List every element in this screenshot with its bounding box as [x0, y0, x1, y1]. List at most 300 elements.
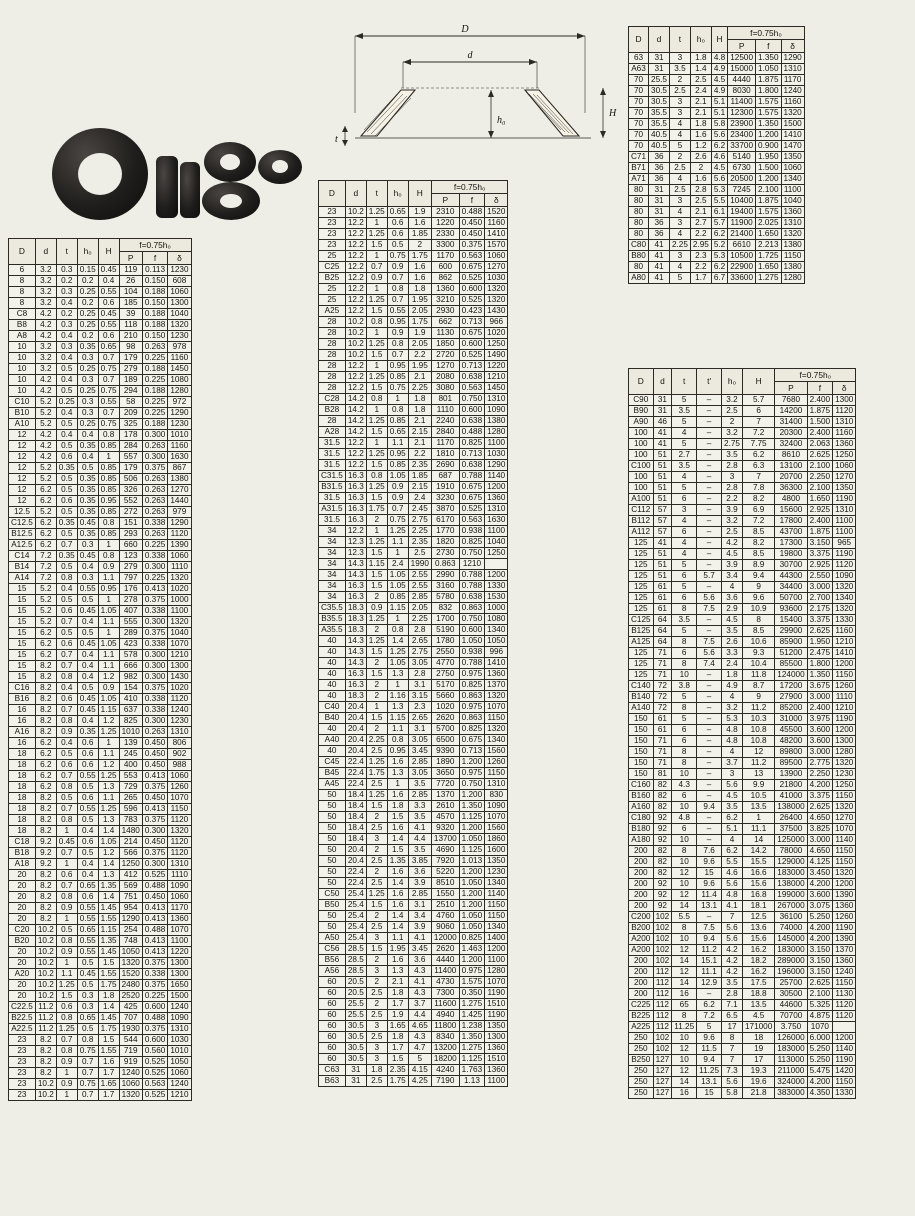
th-h0: h₀: [77, 239, 98, 265]
table-cell: 1390: [833, 934, 856, 945]
table-cell: 0.95: [387, 449, 408, 460]
table-cell: 0.35: [77, 507, 98, 518]
table-cell: 1.200: [459, 790, 485, 801]
table-cell: 4.5: [711, 75, 727, 86]
table-cell: 0.563: [459, 251, 485, 262]
table-cell: 0.55: [77, 804, 98, 815]
table-cell: 12.2: [345, 218, 366, 229]
table-cell: –: [697, 758, 722, 769]
table-cell: 0.8: [366, 394, 387, 405]
table-cell: 9.6: [697, 1033, 722, 1044]
table-cell: 2: [408, 240, 431, 251]
table-cell: 289000: [775, 956, 807, 967]
table-cell: 2.5: [669, 163, 690, 174]
table-cell: 3.4: [722, 571, 743, 582]
table-cell: 20: [9, 870, 36, 881]
table-cell: 0.788: [459, 581, 485, 592]
table-cell: 8.2: [35, 914, 56, 925]
table-cell: 0.7: [56, 617, 77, 628]
table-cell: 2.95: [690, 240, 711, 251]
table-row: [319, 240, 508, 251]
table-cell: 7.2: [742, 516, 774, 527]
table-cell: 1.6: [387, 867, 408, 878]
table-cell: 3.2: [722, 428, 743, 439]
table-cell: –: [697, 824, 722, 835]
table-cell: 1.13: [459, 1076, 485, 1087]
table-row: [629, 64, 805, 75]
table-row: [629, 472, 856, 483]
table-cell: 1260: [168, 782, 191, 793]
table-cell: 1.55: [98, 1046, 119, 1057]
table-cell: 20.4: [345, 702, 366, 713]
table-cell: 1470: [781, 141, 804, 152]
table-cell: 1280: [485, 427, 508, 438]
table-cell: 138000: [775, 802, 807, 813]
table-cell: 11.25: [672, 1022, 697, 1033]
table-row: [319, 383, 508, 394]
table-row: [9, 683, 192, 694]
table-cell: 5.5: [711, 196, 727, 207]
table-cell: 1450: [168, 364, 191, 375]
table-cell: 0.638: [459, 372, 485, 383]
table-cell: 20: [9, 881, 36, 892]
table-cell: 102: [653, 956, 672, 967]
table-cell: 0.55: [77, 936, 98, 947]
table-cell: 324000: [775, 1077, 807, 1088]
table-cell: 0.85: [387, 416, 408, 427]
table-cell: 1.5: [387, 845, 408, 856]
th-D: D: [629, 369, 654, 395]
table-row: [629, 549, 856, 560]
table-cell: 15.6: [742, 879, 774, 890]
table-cell: 18: [9, 760, 36, 771]
table-cell: 22.4: [345, 757, 366, 768]
table-cell: 1160: [781, 97, 804, 108]
table-cell: 5: [669, 141, 690, 152]
table-cell: 8.2: [35, 903, 56, 914]
table-cell: –: [697, 527, 722, 538]
table-cell: 4: [672, 472, 697, 483]
table-cell: B35.5: [319, 614, 346, 625]
table-cell: 0.5: [77, 683, 98, 694]
table-cell: 1.800: [807, 659, 833, 670]
table-cell: 8.2: [742, 494, 774, 505]
table-cell: 0.750: [459, 548, 485, 559]
table-row: [9, 452, 192, 463]
table-cell: 1.85: [408, 471, 431, 482]
table-cell: 0.85: [387, 592, 408, 603]
table-row: [629, 163, 805, 174]
table-cell: 1.4: [387, 878, 408, 889]
table-cell: 4800: [775, 494, 807, 505]
table-row: [319, 339, 508, 350]
table-cell: 1.200: [756, 174, 782, 185]
table-cell: 19: [742, 1044, 774, 1055]
table-cell: 0.3: [77, 1002, 98, 1013]
table-cell: 5.2: [35, 397, 56, 408]
table-cell: 0.675: [459, 328, 485, 339]
table-cell: 0.55: [387, 306, 408, 317]
table-cell: 15600: [775, 505, 807, 516]
table-cell: 51: [653, 483, 672, 494]
table-cell: 4: [722, 747, 743, 758]
table-cell: 2.213: [756, 240, 782, 251]
table-cell: 3.5: [722, 978, 743, 989]
table-cell: 1.5: [98, 1035, 119, 1046]
table-cell: 0.6: [56, 694, 77, 705]
table-cell: B16: [9, 694, 36, 705]
table-cell: 10.2: [345, 207, 366, 218]
table-cell: 10: [672, 769, 697, 780]
table-cell: 0.188: [142, 419, 168, 430]
table-cell: 1.8: [387, 1032, 408, 1043]
table-cell: 14: [672, 978, 697, 989]
table-cell: 8.2: [35, 1057, 56, 1068]
table-cell: –: [697, 626, 722, 637]
table-cell: 0.6: [56, 452, 77, 463]
table-cell: 6: [742, 406, 774, 417]
table-cell: 801: [431, 394, 459, 405]
table-cell: 6730: [728, 163, 756, 174]
table-cell: 2730: [431, 548, 459, 559]
table-cell: 34: [319, 559, 346, 570]
table-row: [629, 439, 856, 450]
table-cell: 0.65: [98, 342, 119, 353]
table-cell: 200: [629, 846, 654, 857]
table-cell: 3.9: [408, 878, 431, 889]
table-row: [9, 1090, 192, 1101]
table-cell: 1.16: [387, 691, 408, 702]
table-row: [319, 724, 508, 735]
table-cell: 23: [9, 1057, 36, 1068]
table-cell: 4.200: [807, 1077, 833, 1088]
table-row: [629, 747, 856, 758]
table-cell: 5.5: [722, 857, 743, 868]
table-row: [9, 540, 192, 551]
table-cell: 3300: [431, 240, 459, 251]
table-cell: 40.5: [649, 141, 670, 152]
table-cell: 7: [742, 472, 774, 483]
table-cell: 5.2: [711, 240, 727, 251]
table-row: [9, 782, 192, 793]
table-cell: 0.450: [142, 837, 168, 848]
table-cell: 1250: [833, 450, 856, 461]
table-cell: 1020: [431, 702, 459, 713]
table-cell: 3: [669, 53, 690, 64]
table-cell: 4.200: [807, 934, 833, 945]
table-cell: 8.5: [742, 549, 774, 560]
table-cell: 1.1: [387, 438, 408, 449]
table-cell: 30.5: [649, 97, 670, 108]
table-cell: 18: [9, 782, 36, 793]
table-cell: 14.3: [345, 559, 366, 570]
table-cell: 13.5: [742, 1000, 774, 1011]
table-row: [9, 265, 192, 276]
table-cell: B71: [629, 163, 649, 174]
table-cell: 0.375: [142, 595, 168, 606]
table-row: [9, 562, 192, 573]
table-cell: 31: [649, 196, 670, 207]
table-cell: 1370: [431, 790, 459, 801]
table-cell: 0.6: [56, 606, 77, 617]
table-cell: 1930: [119, 1024, 142, 1035]
table-row: [319, 878, 508, 889]
table-cell: 4.65: [408, 1021, 431, 1032]
table-cell: 4: [722, 835, 743, 846]
table-cell: 1200: [833, 879, 856, 890]
table-cell: 0.188: [142, 320, 168, 331]
table-cell: 1.3: [387, 669, 408, 680]
table-cell: 5.2: [35, 507, 56, 518]
table-cell: 4.200: [807, 923, 833, 934]
table-cell: 8.2: [35, 1035, 56, 1046]
table-cell: 2.8: [408, 625, 431, 636]
table-cell: 0.488: [459, 427, 485, 438]
table-cell: 1.95: [408, 361, 431, 372]
table-cell: 1.65: [387, 1021, 408, 1032]
table-cell: 16.6: [742, 868, 774, 879]
table-cell: 0.338: [142, 606, 168, 617]
table-cell: 6: [672, 791, 697, 802]
table-cell: 39: [119, 309, 142, 320]
table-row: [629, 670, 856, 681]
table-cell: 138000: [775, 879, 807, 890]
table-cell: 1.75: [98, 980, 119, 991]
th-t: t: [366, 181, 387, 207]
table-cell: 2: [722, 417, 743, 428]
table-cell: 1160: [833, 626, 856, 637]
table-cell: 2.25: [366, 735, 387, 746]
table-cell: 0.2: [56, 309, 77, 320]
table-cell: 1070: [807, 1022, 833, 1033]
table-cell: 3.3: [722, 648, 743, 659]
table-cell: 21400: [728, 229, 756, 240]
table-cell: 289: [119, 628, 142, 639]
table-cell: 1310: [485, 779, 508, 790]
table-cell: 3.05: [408, 768, 431, 779]
table-cell: 1360: [168, 914, 191, 925]
table-cell: 1630: [168, 452, 191, 463]
table-cell: 8610: [775, 450, 807, 461]
table-cell: 1320: [833, 868, 856, 879]
table-cell: 60: [319, 1032, 346, 1043]
table-cell: 3.2: [722, 395, 743, 406]
table-cell: 3.5: [408, 779, 431, 790]
table-cell: A100: [629, 494, 654, 505]
table-cell: 183000: [775, 945, 807, 956]
table-cell: 4440: [431, 955, 459, 966]
table-cell: 0.375: [142, 463, 168, 474]
table-cell: 145000: [775, 934, 807, 945]
svg-text:D: D: [461, 24, 469, 35]
table-cell: 552: [119, 496, 142, 507]
table-cell: 2.1: [690, 108, 711, 119]
table-cell: 0.788: [459, 471, 485, 482]
table-cell: 71: [653, 747, 672, 758]
table-row: [9, 903, 192, 914]
table-cell: 3160: [431, 581, 459, 592]
table-row: [319, 922, 508, 933]
table-row: [629, 119, 805, 130]
table-cell: 81: [653, 769, 672, 780]
table-cell: 50: [319, 812, 346, 823]
table-cell: 0.45: [98, 309, 119, 320]
table-cell: 1.275: [459, 999, 485, 1010]
table-row: [9, 672, 192, 683]
table-cell: 1.463: [459, 944, 485, 955]
table-cell: 1190: [833, 714, 856, 725]
table-cell: 14: [672, 1077, 697, 1088]
table-cell: 1.050: [459, 636, 485, 647]
table-cell: 1: [98, 452, 119, 463]
table-cell: 32400: [775, 439, 807, 450]
table-cell: 19400: [728, 207, 756, 218]
table-cell: 40: [319, 647, 346, 658]
table-cell: 1560: [485, 746, 508, 757]
table-cell: 1.1: [387, 724, 408, 735]
table-cell: 1: [98, 628, 119, 639]
table-cell: 5.6: [711, 130, 727, 141]
table-cell: 6500: [431, 735, 459, 746]
table-cell: 8.2: [35, 1046, 56, 1057]
table-cell: 12.2: [345, 251, 366, 262]
table-cell: 1370: [833, 945, 856, 956]
table-cell: 129000: [775, 857, 807, 868]
table-cell: 0.4: [77, 661, 98, 672]
table-cell: 0.525: [459, 295, 485, 306]
table-cell: 2550: [431, 647, 459, 658]
table-cell: 0.225: [142, 375, 168, 386]
table-cell: 4.8: [722, 890, 743, 901]
table-cell: A31.5: [319, 504, 346, 515]
table-cell: 3: [366, 1021, 387, 1032]
table-cell: 5: [672, 417, 697, 428]
table-cell: 1.35: [387, 856, 408, 867]
table-cell: 17800: [775, 516, 807, 527]
table-cell: 5.325: [807, 1000, 833, 1011]
table-cell: 5: [669, 273, 690, 284]
table-cell: 0.5: [56, 793, 77, 804]
table-cell: 1.9: [387, 1010, 408, 1021]
table-cell: 23: [9, 1046, 36, 1057]
table-cell: 1.3: [98, 815, 119, 826]
table-cell: 36: [649, 163, 670, 174]
table-cell: 25.5: [345, 1010, 366, 1021]
table-cell: 425: [119, 1002, 142, 1013]
table-cell: 1090: [485, 801, 508, 812]
table-row: [9, 342, 192, 353]
table-cell: 4.2: [35, 375, 56, 386]
table-cell: 10: [672, 934, 697, 945]
table-cell: A45: [319, 779, 346, 790]
table-cell: 1: [56, 1068, 77, 1079]
table-cell: 11.8: [742, 670, 774, 681]
table-cell: 1320: [168, 826, 191, 837]
table-cell: 18.2: [742, 956, 774, 967]
table-cell: 0.6: [56, 760, 77, 771]
table-cell: 1210: [833, 703, 856, 714]
table-cell: 0.55: [77, 771, 98, 782]
svg-text:t: t: [335, 134, 338, 145]
table-cell: 1.7: [387, 1043, 408, 1054]
table-cell: 5.6: [722, 780, 743, 791]
table-cell: –: [697, 692, 722, 703]
table-cell: 1.875: [807, 406, 833, 417]
table-cell: 20.4: [345, 713, 366, 724]
th-t: t: [672, 369, 697, 395]
table-cell: 1.5: [366, 570, 387, 581]
table-cell: 20.5: [345, 988, 366, 999]
table-cell: 0.5: [77, 628, 98, 639]
table-cell: 33700: [728, 141, 756, 152]
table-cell: 0.7: [98, 353, 119, 364]
table-cell: 41: [653, 428, 672, 439]
table-cell: 1.05: [98, 837, 119, 848]
table-cell: 50700: [775, 593, 807, 604]
table-cell: 1490: [485, 350, 508, 361]
table-cell: 825: [119, 716, 142, 727]
table-cell: 6.9: [742, 505, 774, 516]
table-cell: 0.4: [56, 353, 77, 364]
table-cell: 1770: [431, 526, 459, 537]
table-cell: 63: [629, 53, 649, 64]
table-cell: 0.638: [459, 592, 485, 603]
table-cell: 0.300: [142, 617, 168, 628]
table-cell: 1: [56, 1090, 77, 1101]
table-cell: 3230: [431, 493, 459, 504]
table-cell: 2.925: [807, 505, 833, 516]
table-cell: –: [697, 769, 722, 780]
table-cell: 0.7: [56, 661, 77, 672]
table-cell: 3.675: [807, 681, 833, 692]
table-cell: 1.500: [756, 163, 782, 174]
table-cell: 0.3: [77, 397, 98, 408]
table-cell: 988: [168, 760, 191, 771]
table-cell: 1.5: [366, 669, 387, 680]
table-cell: 12500: [728, 53, 756, 64]
table-cell: 11900: [728, 218, 756, 229]
table-row: [629, 417, 856, 428]
table-row: [319, 900, 508, 911]
table-cell: 1100: [168, 606, 191, 617]
table-cell: 0.25: [77, 320, 98, 331]
table-cell: 14.2: [345, 427, 366, 438]
table-row: [319, 482, 508, 493]
table-cell: 11.1: [742, 824, 774, 835]
table-cell: 6.1: [711, 207, 727, 218]
table-cell: 3.5: [669, 64, 690, 75]
table-cell: 1050: [485, 636, 508, 647]
table-cell: 31: [653, 395, 672, 406]
table-cell: 20: [9, 980, 36, 991]
table-row: [319, 713, 508, 724]
table-cell: 0.4: [77, 826, 98, 837]
table-cell: 0.563: [142, 1079, 168, 1090]
table-cell: 2.5: [366, 856, 387, 867]
th-f: f: [142, 252, 168, 265]
table-cell: 1320: [485, 691, 508, 702]
table-cell: 1.15: [387, 603, 408, 614]
table-cell: 1240: [119, 1068, 142, 1079]
table-cell: 1.200: [459, 757, 485, 768]
table-cell: 2.5: [722, 406, 743, 417]
table-cell: 12.2: [345, 306, 366, 317]
table-cell: 0.6: [77, 892, 98, 903]
table-cell: 31: [649, 185, 670, 196]
table-cell: 25.4: [345, 933, 366, 944]
th-f: f: [756, 40, 782, 53]
table-cell: 3.5: [672, 461, 697, 472]
